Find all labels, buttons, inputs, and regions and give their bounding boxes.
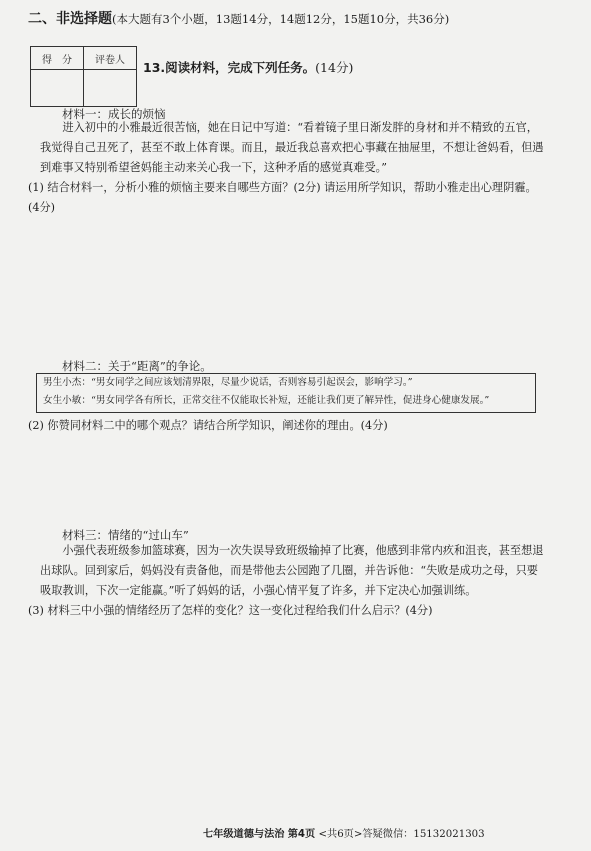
question-13-title	[143, 58, 353, 76]
question-1: (1) 结合材料一，分析小雅的烦恼主要来自哪些方面？(2分) 请运用所学知识，帮助小雅走出心理阴霾。(4分)	[28, 181, 537, 214]
material-1-text: 进入初中的小雅最近很苦恼，她在日记中写道：“看着镜子里日渐发胖的身材和并不精致的五官，我觉得自己丑死了，甚至不敢上体育课。而且，最近我总喜欢把心事藏在抽屉里，不想让爸妈看，但遇到难事又特别希望爸妈能主动来关心我一下，这种矛盾的感觉真难受。”	[40, 121, 544, 174]
page-footer	[203, 825, 485, 840]
footer-page: 第4页	[287, 829, 316, 840]
score-cell	[31, 70, 84, 107]
footer-total: <共6页>	[318, 829, 363, 840]
material-2-quote-box	[36, 373, 536, 413]
question-2: (2) 你赞同材料二中的哪个观点？请结合所学知识，阐述你的理由。(4分)	[28, 419, 388, 432]
material-3-text: 小强代表班级参加篮球赛，因为一次失误导致班级输掉了比赛，他感到非常内疚和沮丧，甚至想退出球队。回到家后，妈妈没有责备他，而是带他去公园跑了几圈，并告诉他：“失败是成功之母，只要吸取教训，下次一定能赢。”听了妈妈的话，小强心情平复了许多，并下定决心加强训练。	[40, 544, 544, 597]
question-13-heading: 13.阅读材料，完成下列任务。	[143, 60, 316, 75]
section-heading: 二、非选择题	[28, 11, 112, 27]
material-2-title: 材料二：关于“距离”的争论。	[62, 359, 212, 373]
score-header: 得 分	[31, 47, 84, 70]
score-table	[30, 46, 137, 107]
section-title	[28, 8, 449, 28]
question-13-score: (14分)	[315, 60, 354, 75]
grader-header: 评卷人	[84, 47, 137, 70]
section-note: (本大题有3个小题，13题14分，14题12分，15题10分，共36分)	[112, 12, 450, 26]
grader-cell	[84, 70, 137, 107]
footer-contact: 答疑微信：15132021303	[362, 829, 485, 840]
material-3-title: 材料三：情绪的“过山车”	[62, 528, 189, 542]
material-1-title: 材料一：成长的烦恼	[62, 107, 166, 121]
girl-opinion: 女生小敏：“男女同学各有所长，正常交往不仅能取长补短，还能让我们更了解异性，促进身心健康发展。”	[43, 395, 490, 406]
boy-opinion: 男生小杰：“男女同学之间应该划清界限，尽量少说话，否则容易引起误会，影响学习。”	[43, 377, 413, 388]
question-3: (3) 材料三中小强的情绪经历了怎样的变化？这一变化过程给我们什么启示？(4分)	[28, 604, 433, 617]
footer-subject: 七年级道德与法治	[203, 829, 285, 840]
